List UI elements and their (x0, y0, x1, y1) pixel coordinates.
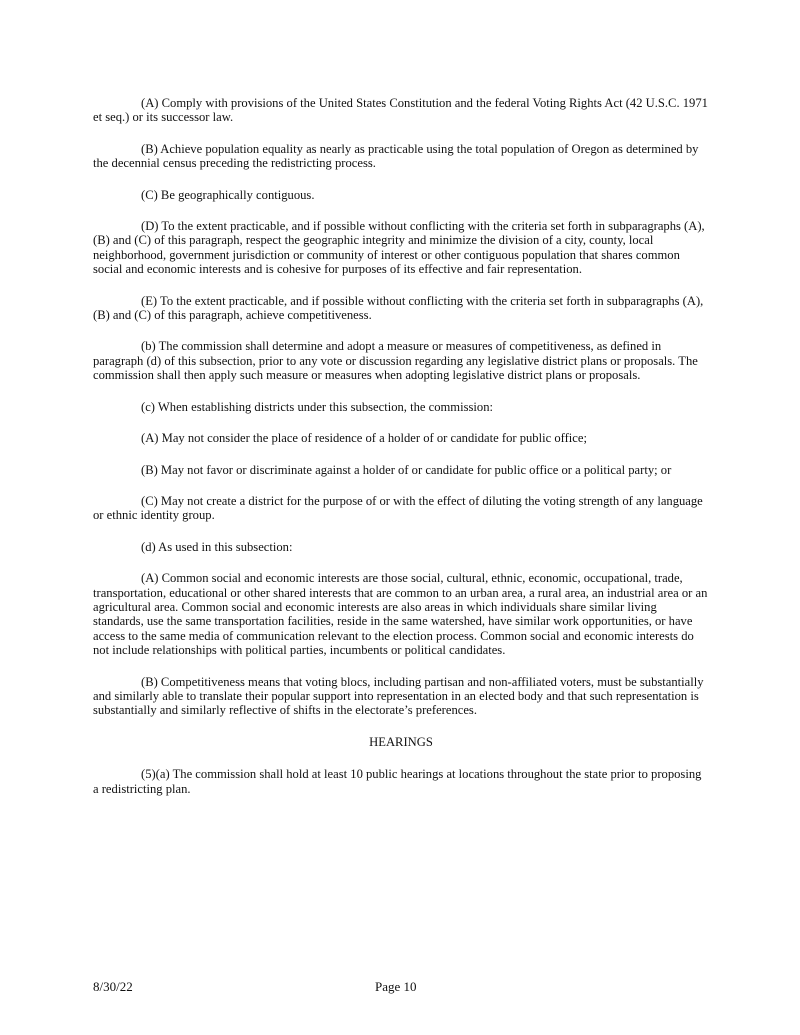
section-heading: HEARINGS (369, 734, 433, 749)
footer-page-number: Page 10 (375, 979, 417, 994)
paragraph-a-residence: (A) May not consider the place of residence of a holder of or candidate for public office; (141, 431, 587, 446)
paragraph-c-diluting: (C) May not create a district for the purpose of or with the effect of diluting the voting strength of any language or ethnic identity group. (93, 493, 703, 523)
paragraph-b-favor: (B) May not favor or discriminate against a holder of or candidate for public office or a political party; or (141, 462, 672, 477)
paragraph-b-population: (B) Achieve population equality as nearly as practicable using the total population of Oregon as determined by the decennial census preceding the redistricting process. (93, 141, 699, 171)
paragraph-e-competitiveness: (E) To the extent practicable, and if possible without conflicting with the criteria set forth in subparagraphs (A), (B) and (C) of this paragraph, achieve competitiveness. (93, 293, 704, 323)
paragraph-d-integrity: (D) To the extent practicable, and if possible without conflicting with the criteria set forth in subparagraphs (A), (B) and (C) of this paragraph, respect the geographic integrity and minimize the division of a city, county, local neighborhood, government jurisdiction or community of interest or other contiguous population that shares common social and economic interests and is cohesive for purposes of its effective and fair representation. (93, 219, 705, 277)
document-body (93, 96, 709, 813)
paragraph-c-contiguous: (C) Be geographically contiguous. (141, 187, 315, 202)
paragraph-a-comply: (A) Comply with provisions of the United States Constitution and the federal Voting Rights Act (42 U.S.C. 1971 et seq.) or its successor law. (93, 96, 708, 125)
footer-date: 8/30/22 (93, 979, 133, 994)
paragraph-d-definitions: (d) As used in this subsection: (141, 539, 293, 554)
paragraph-5a-hearings: (5)(a) The commission shall hold at least 10 public hearings at locations throughout the state prior to proposing a redistricting plan. (93, 767, 702, 796)
paragraph-b-measures: (b) The commission shall determine and adopt a measure or measures of competitiveness, as defined in paragraph (d) of this subsection, prior to any vote or discussion regarding any legislative district plans or proposals. The commission shall then apply such measure or measures when adopting legislative district plans or proposals. (93, 339, 698, 383)
paragraph-b-competitiveness-def: (B) Competitiveness means that voting blocs, including partisan and non-affiliated voters, must be substantially and similarly able to translate their popular support into representation in an elected body and that such representation is substantially and similarly reflective of shifts in the electorate’s preferences. (93, 674, 704, 718)
paragraph-a-common-interests: (A) Common social and economic interests are those social, cultural, ethnic, economic, occupational, trade, transportation, educational or other shared interests that are common to an urban area, a rural area, an industrial area or an agricultural area. Common social and economic interests are also areas in which individuals share similar living standards, use the same transportation facilities, reside in the same watershed, have similar work opportunities, or have access to the same media of communication relevant to the election process. Common social and economic interests do not include relationships with political parties, incumbents or political candidates. (93, 571, 708, 658)
paragraph-c-establishing: (c) When establishing districts under this subsection, the commission: (141, 399, 493, 414)
